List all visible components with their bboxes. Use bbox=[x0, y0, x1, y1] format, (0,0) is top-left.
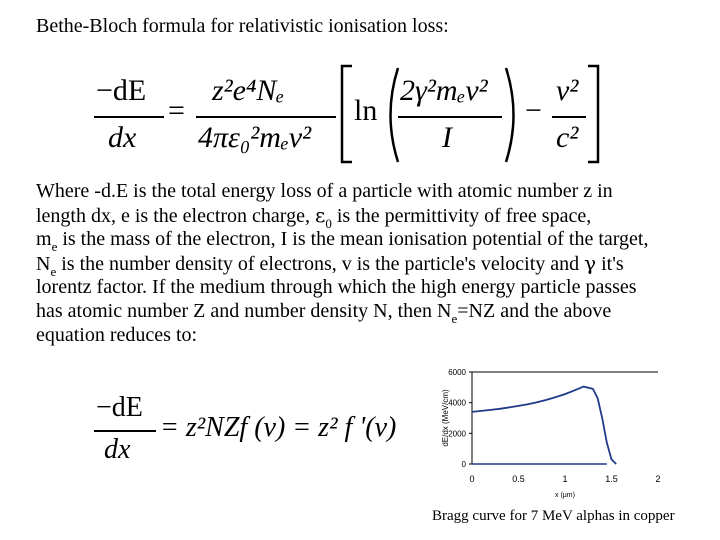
paragraph-line-2: length dx, e is the electron charge, $\varepsilon_0$ is the permittivity of free space, bbox=[36, 203, 592, 231]
eq1-v-squared: v² bbox=[556, 74, 579, 107]
bragg-curve-series bbox=[472, 387, 616, 464]
y-axis-label: dE/dx (MeV/cm) bbox=[441, 389, 450, 447]
x-axis-label: x (μm) bbox=[555, 492, 575, 499]
y-tick-label: 2000 bbox=[448, 429, 466, 439]
paragraph-line-5: lorentz factor. If the medium through which the high energy particle passes bbox=[36, 276, 637, 298]
paragraph-line-6: has atomic number Z and number density N, then $N_e=NZ$ and the above bbox=[36, 300, 612, 326]
eq1-equals: = bbox=[168, 94, 185, 127]
x-tick-label: 1.5 bbox=[605, 474, 618, 484]
eq1-coef-denominator: 4πε₀²mₑv² bbox=[198, 121, 312, 154]
gamma-symbol: γ bbox=[584, 251, 597, 275]
eq1-minus: − bbox=[525, 94, 542, 127]
eq1-v-over-c-bar bbox=[552, 116, 586, 118]
chart-caption: Bragg curve for 7 MeV alphas in copper bbox=[432, 508, 675, 524]
epsilon-symbol: ε bbox=[314, 203, 326, 227]
eq1-lhs-numerator: −dE bbox=[96, 74, 147, 107]
x-tick-label: 2 bbox=[655, 474, 661, 484]
left-square-bracket bbox=[342, 66, 352, 162]
y-tick-label: 6000 bbox=[448, 368, 466, 377]
y-tick-label: 4000 bbox=[448, 398, 466, 408]
bethe-bloch-equation bbox=[0, 0, 720, 180]
paragraph-line-7: equation reduces to: bbox=[36, 324, 198, 346]
bragg-curve-chart bbox=[440, 360, 710, 500]
eq2-fraction-bar bbox=[94, 430, 156, 432]
explanation-paragraph bbox=[36, 179, 720, 347]
paragraph-line-3: $m_e$ is the mass of the electron, I is the mean ionisation potential of the target, bbox=[36, 228, 649, 254]
eq1-lhs-denominator: dx bbox=[108, 121, 137, 154]
eq1-inner-numerator: 2γ²mₑv² bbox=[400, 74, 488, 107]
eq2-lhs-denominator: dx bbox=[104, 434, 131, 465]
left-paren bbox=[391, 68, 399, 162]
right-paren bbox=[506, 68, 514, 162]
eq2-rhs: = z²NZf (v) = z² f '(v) bbox=[160, 412, 397, 443]
eq1-c-squared: c² bbox=[556, 121, 579, 154]
paragraph-line-4: $N_e$ is the number density of electrons, v is the particle's velocity and γ it's bbox=[36, 251, 624, 279]
page-heading: Bethe-Bloch formula for relativistic ionisation loss: bbox=[36, 15, 449, 37]
right-square-bracket bbox=[588, 66, 598, 162]
x-tick-label: 0 bbox=[469, 474, 475, 484]
x-tick-label: 0.5 bbox=[512, 474, 525, 484]
eq1-brackets bbox=[0, 0, 720, 180]
eq2-lhs-numerator: −dE bbox=[96, 392, 143, 423]
paragraph-line-1: Where -d.E is the total energy loss of a particle with atomic number z in bbox=[36, 180, 613, 202]
x-tick-label: 1 bbox=[562, 474, 568, 484]
eq1-inner-denominator: I bbox=[442, 121, 452, 154]
eq1-inner-fraction-bar bbox=[398, 116, 502, 118]
eq1-coef-numerator: z²e⁴Nₑ bbox=[212, 74, 285, 107]
eq1-ln: ln bbox=[354, 94, 378, 127]
y-tick-label: 0 bbox=[461, 460, 466, 469]
